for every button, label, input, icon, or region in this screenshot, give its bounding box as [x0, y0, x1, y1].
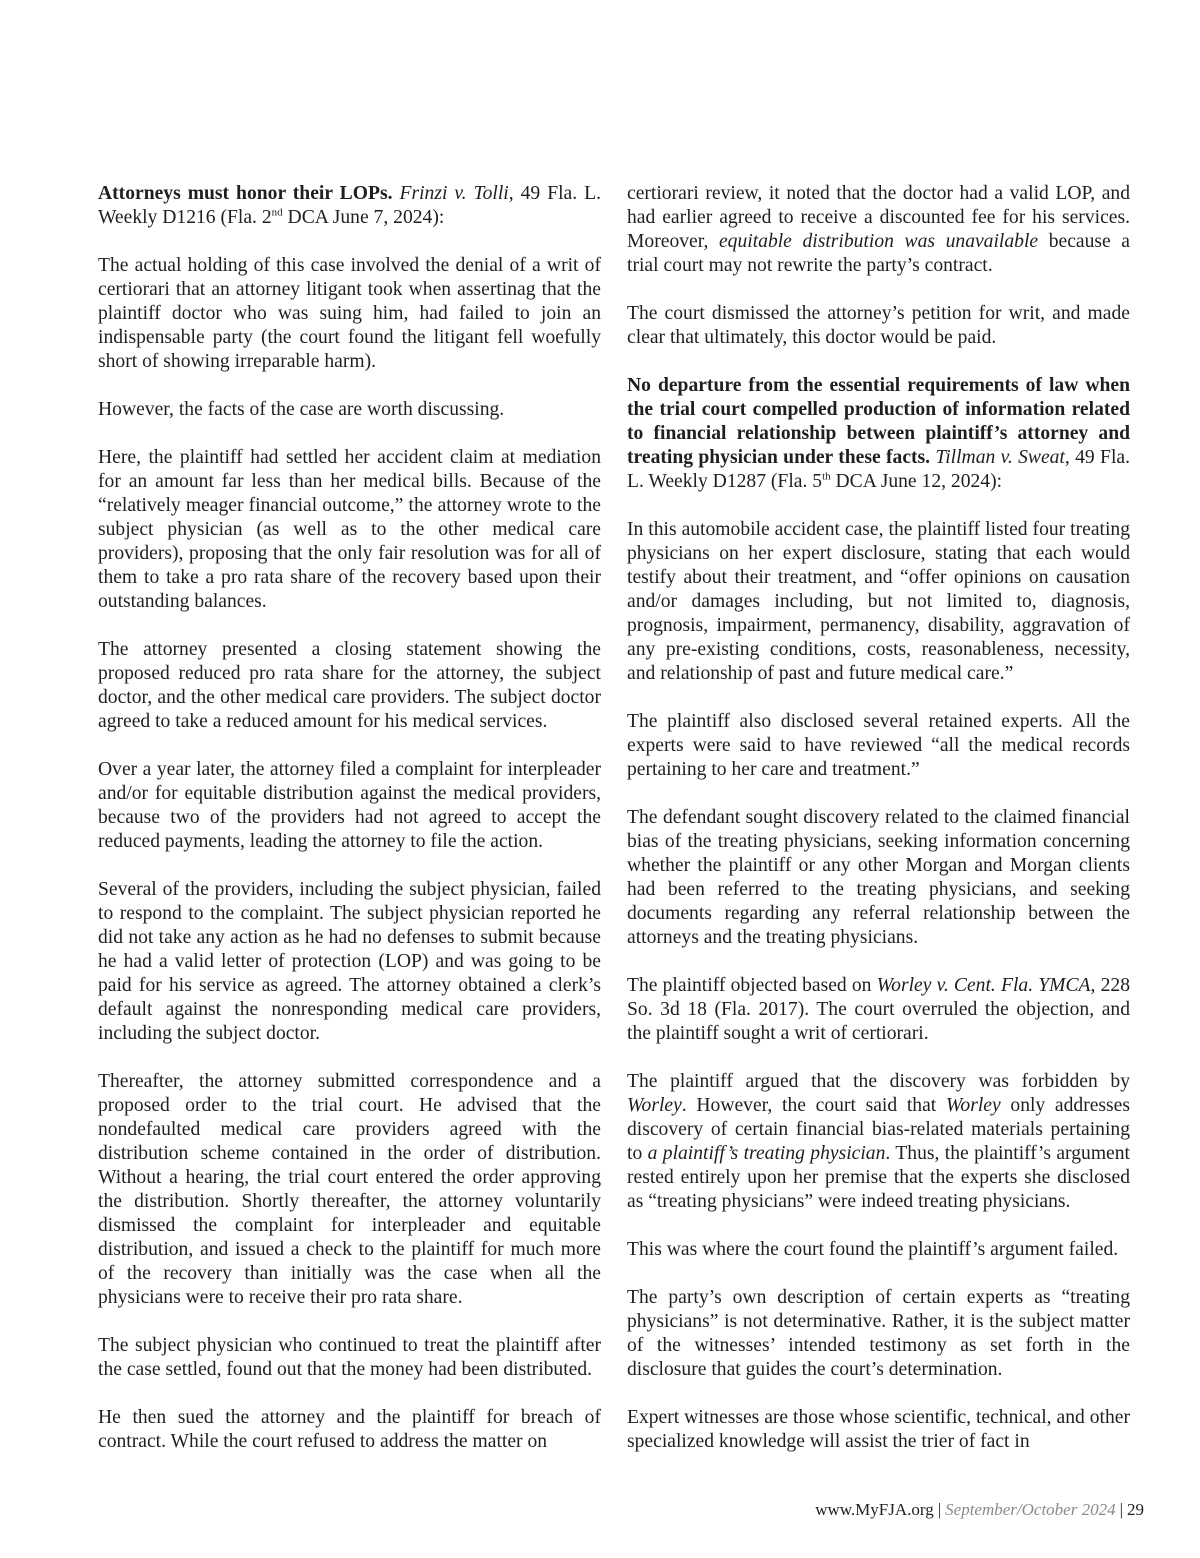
text-run: , 228 So. 3d 18 (Fla. 2017). The court overruled the objection, and the plaintiff sought a writ of certiorari. — [627, 975, 1130, 1044]
paragraph: The defendant sought discovery related to the claimed financial bias of the treating physicians, seeking information concerning whether the plaintiff or any other Morgan and Morgan clients had been referred to the treating physicians, and seeking documents regarding any referral relationship between the attorneys and the treating physicians. — [627, 807, 1130, 948]
italic-run: Worley — [627, 1095, 682, 1116]
text-run: certiorari review, it noted that the doctor had a valid LOP, and had earlier agreed to receive a discounted fee for his services. Moreover, — [627, 183, 1130, 252]
paragraph — [627, 1070, 1130, 1214]
italic-run: Worley — [945, 1095, 1001, 1116]
paragraph: Expert witnesses are those whose scientific, technical, and other specialized knowledge will assist the trier of fact in — [627, 1407, 1130, 1452]
paragraph: The subject physician who continued to treat the plaintiff after the case settled, found out that the money had been distributed. — [98, 1335, 601, 1380]
page-footer — [815, 1500, 1144, 1520]
case2-heading: No departure from the essential requirements of law when the trial court compelled production of information related to financial relationship between plaintiff’s attorney and treating physician under these facts. — [627, 375, 1130, 468]
right-column — [627, 182, 1130, 1478]
case2-cite-b: DCA June 12, 2024): — [830, 471, 1003, 492]
paragraph: Here, the plaintiff had settled her accident claim at mediation for an amount far less than her medical bills. Because of the “relatively meager financial outcome,” the attorney wrote to the subject physician (as well as to the other medical care providers), proposing that the only fair resolution was for all of them to take a pro rata share of the recovery based upon their outstanding balances. — [98, 447, 601, 612]
footer-separator: | — [1119, 1500, 1123, 1519]
case1-heading: Attorneys must honor their LOPs. — [98, 183, 393, 204]
paragraph: However, the facts of the case are worth discussing. — [98, 399, 505, 420]
italic-run: Worley v. Cent. Fla. YMCA — [876, 975, 1091, 996]
case2-citation-paragraph — [627, 374, 1130, 494]
case1-case-name: Frinzi v. Tolli — [399, 183, 509, 204]
paragraph: He then sued the attorney and the plaintiff for breach of contract. While the court refused to address the matter on — [98, 1407, 601, 1452]
paragraph: Over a year later, the attorney filed a complaint for interpleader and/or for equitable distribution against the medical providers, because two of the providers had not agreed to accept the reduced payments, leading the attorney to file the action. — [98, 759, 601, 852]
paragraph: The court dismissed the attorney’s petition for writ, and made clear that ultimately, this doctor would be paid. — [627, 303, 1130, 348]
paragraph: The plaintiff also disclosed several retained experts. All the experts were said to have reviewed “all the medical records pertaining to her care and treatment.” — [627, 711, 1130, 780]
text-run: . Thus, the plaintiff’s argument rested entirely upon her premise that the experts she disclosed as “treating physicians” were indeed treating physicians. — [627, 1143, 1130, 1212]
footer-issue-date: September/October 2024 — [945, 1500, 1116, 1519]
case1-cite-sup: nd — [271, 206, 283, 219]
paragraph: Thereafter, the attorney submitted correspondence and a proposed order to the trial court. He advised that the nondefaulted medical care providers agreed with the distribution scheme contained in the order of distribution. Without a hearing, the trial court entered the order approving the distribution. Shortly thereafter, the attorney voluntarily dismissed the complaint for interpleader and equitable distribution, and issued a check to the plaintiff for much more of the recovery than initially was the case when all the physicians were to receive their pro rata share. — [98, 1071, 601, 1308]
page-number: 29 — [1127, 1500, 1144, 1519]
paragraph: In this automobile accident case, the plaintiff listed four treating physicians on her expert disclosure, stating that each would testify about their treatment, and “offer opinions on causation and/or damages including, but not limited to, diagnosis, prognosis, impairment, permanency, disability, aggravation of any pre-existing conditions, costs, reasonableness, necessity, and relationship of past and future medical care.” — [627, 519, 1130, 684]
text-run: . However, the court said that — [681, 1095, 946, 1116]
paragraph: The actual holding of this case involved the denial of a writ of certiorari that an attorney litigant took when assertinag that the plaintiff doctor who was suing him, had failed to join an indispensable party (the court found the litigant fell woefully short of showing irreparable harm). — [98, 255, 601, 372]
paragraph: Several of the providers, including the subject physician, failed to respond to the complaint. The subject physician reported he did not take any action as he had no defenses to submit because he had a valid letter of protection (LOP) and was going to be paid for his service as agreed. The attorney obtained a clerk’s default against the nonresponding medical care providers, including the subject doctor. — [98, 879, 601, 1044]
paragraph — [627, 974, 1130, 1046]
text-run: The plaintiff argued that the discovery was forbidden by — [627, 1071, 1130, 1092]
text-run: The plaintiff objected based on — [627, 975, 877, 996]
paragraph — [627, 182, 1130, 278]
italic-run: equitable distribution was unavailable — [718, 231, 1039, 252]
case2-cite-a: , 49 Fla. L. Weekly D1287 (Fla. 5 — [627, 447, 1130, 492]
italic-run: a plaintiff’s treating physician — [647, 1143, 886, 1164]
left-column — [98, 182, 601, 1478]
footer-separator: | — [937, 1500, 942, 1519]
case2-cite-sup: th — [822, 470, 831, 483]
text-run: only addresses discovery of certain financial bias-related materials pertaining to — [627, 1095, 1131, 1164]
paragraph: The party’s own description of certain experts as “treating physicians” is not determinative. Rather, it is the subject matter of the witnesses’ intended testimony as set forth in the disclosure that guides the court’s determination. — [627, 1287, 1130, 1380]
paragraph: This was where the court found the plaintiff’s argument failed. — [627, 1239, 1119, 1260]
case1-cite-a: , 49 Fla. L. Weekly D1216 (Fla. 2 — [98, 183, 601, 228]
footer-site-link[interactable]: www.MyFJA.org — [815, 1500, 934, 1519]
case1-citation-paragraph — [98, 182, 601, 230]
case1-cite-b: DCA June 7, 2024): — [282, 207, 445, 228]
paragraph: The attorney presented a closing statement showing the proposed reduced pro rata share for the attorney, the subject doctor, and the other medical care providers. The subject doctor agreed to take a reduced amount for his medical services. — [98, 639, 601, 732]
text-run: because a trial court may not rewrite the party’s contract. — [627, 231, 1130, 276]
case2-case-name: Tillman v. Sweat — [935, 447, 1065, 468]
